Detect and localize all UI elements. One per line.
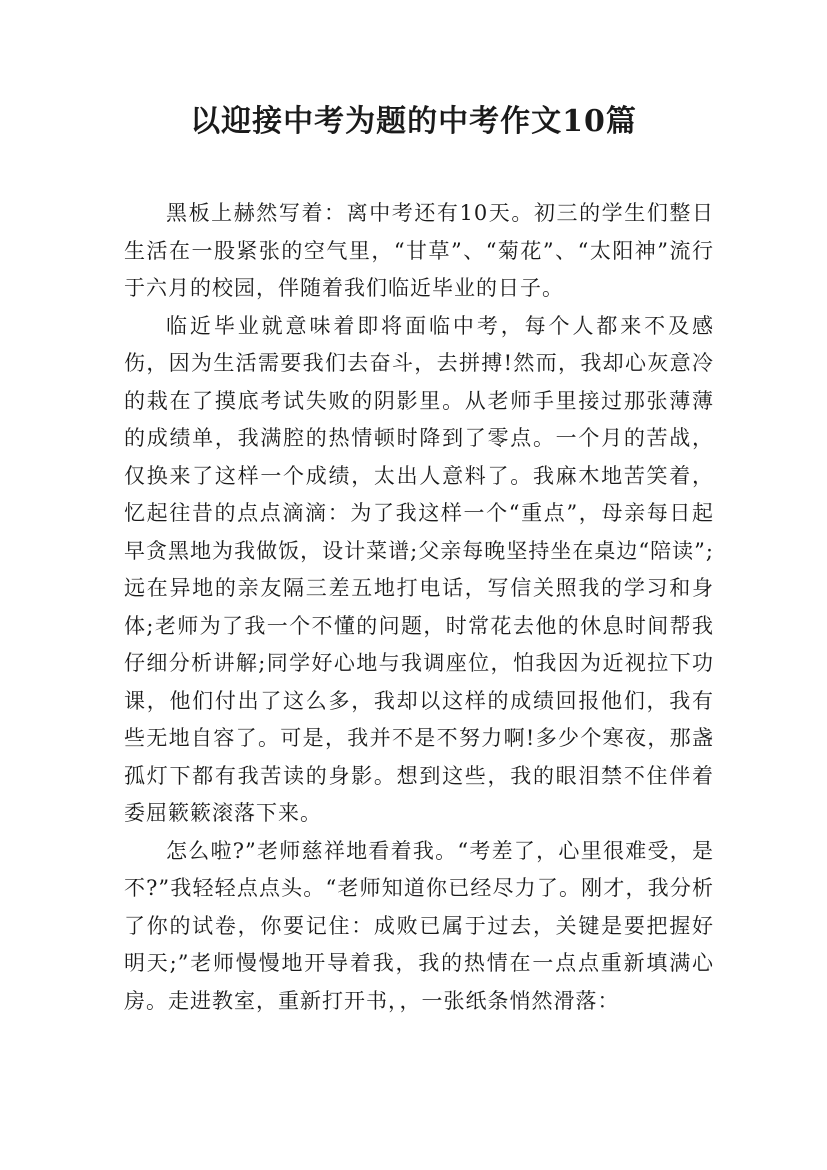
paragraph: 怎么啦?”老师慈祥地看着我。“考差了，心里很难受，是不?”我轻轻点点头。“老师知道你已经尽力了。刚才，我分析了你的试卷，你要记住：成败已属于过去，关键是要把握好明天;”老师慢慢地开导着我，我的热情在一点点重新填满心房。走进教室，重新打开书，，一张纸条悄然滑落： <box>124 838 714 1013</box>
document-title: 以迎接中考为题的中考作文10篇 <box>190 104 637 139</box>
document-body <box>124 195 714 1020</box>
paragraph: 黑板上赫然写着：离中考还有10天。初三的学生们整日生活在一股紧张的空气里，“甘草”、“菊花”、“太阳神”流行于六月的校园，伴随着我们临近毕业的日子。 <box>124 201 714 300</box>
paragraph: 临近毕业就意味着即将面临中考，每个人都来不及感伤，因为生活需要我们去奋斗，去拼搏!然而，我却心灰意冷的栽在了摸底考试失败的阴影里。从老师手里接过那张薄薄的成绩单，我满腔的热情顿时降到了零点。一个月的苦战，仅换来了这样一个成绩，太出人意料了。我麻木地苦笑着，忆起往昔的点点滴滴：为了我这样一个“重点”，母亲每日起早贪黑地为我做饭，设计菜谱;父亲每晚坚持坐在桌边“陪读”;远在异地的亲友隔三差五地打电话，写信关照我的学习和身体;老师为了我一个不懂的问题，时常花去他的休息时间帮我仔细分析讲解;同学好心地与我调座位，怕我因为近视拉下功课，他们付出了这么多，我却以这样的成绩回报他们，我有些无地自容了。可是，我并不是不努力啊!多少个寒夜，那盏孤灯下都有我苦读的身影。想到这些，我的眼泪禁不住伴着委屈簌簌滚落下来。 <box>124 313 714 825</box>
